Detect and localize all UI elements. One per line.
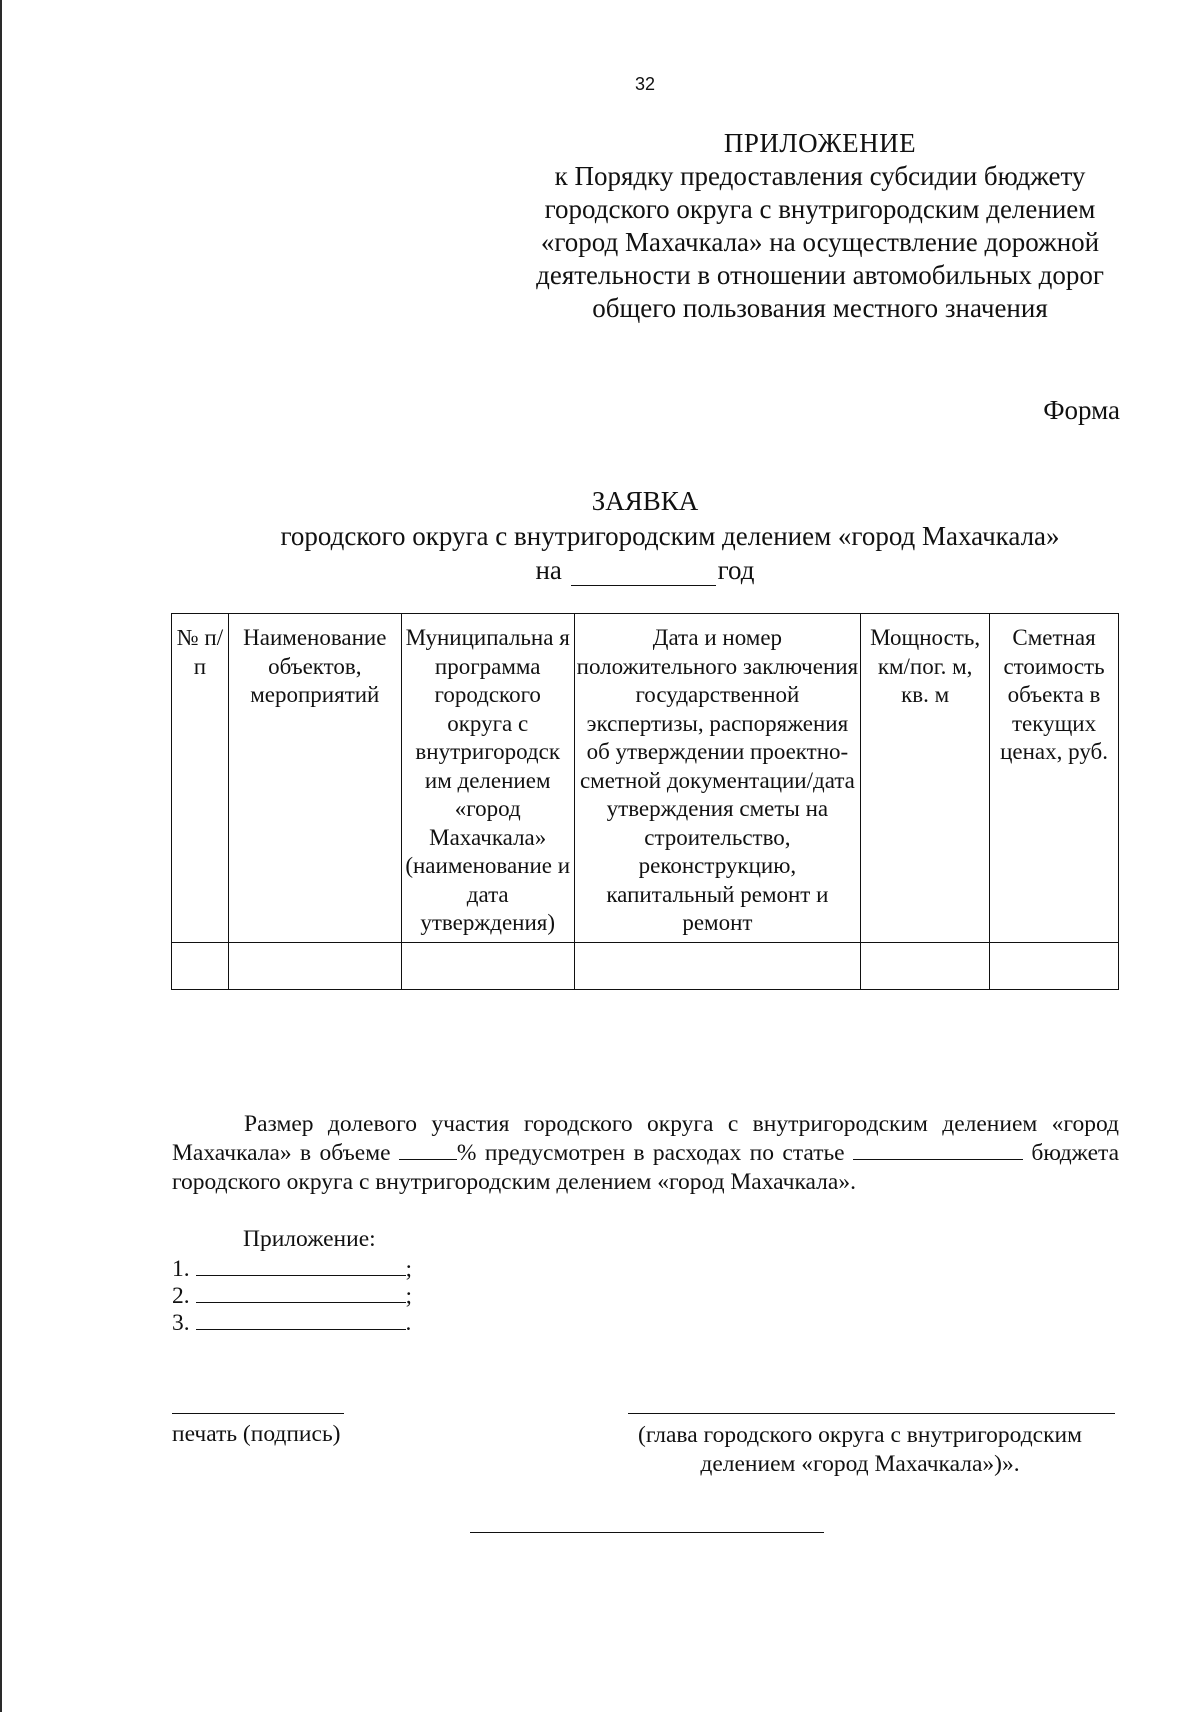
appendix-header bbox=[500, 127, 1140, 325]
table-cell[interactable] bbox=[861, 942, 990, 989]
table-cell[interactable] bbox=[574, 942, 860, 989]
seal-signature-label: печать (подпись) bbox=[172, 1421, 341, 1447]
attachment-end: . bbox=[405, 1310, 412, 1336]
form-label: Форма bbox=[1043, 395, 1120, 425]
article-blank-line[interactable] bbox=[853, 1139, 1023, 1160]
participation-text-1: Размер долевого участия городского округа с внутригородским делением «город Махачкала» в объеме bbox=[172, 1111, 1119, 1166]
scan-edge bbox=[0, 0, 2, 1712]
table-row bbox=[172, 942, 1119, 989]
year-suffix: год bbox=[717, 555, 755, 585]
seal-signature-line[interactable] bbox=[172, 1413, 344, 1414]
attachment-number: 1. bbox=[172, 1256, 190, 1282]
attachment-blank-line[interactable] bbox=[196, 1255, 406, 1276]
appendix-line: общего пользования местного значения bbox=[592, 293, 1048, 323]
attachment-blank-line[interactable] bbox=[196, 1282, 406, 1303]
attachment-item bbox=[172, 1255, 412, 1283]
year-blank-line[interactable] bbox=[571, 558, 716, 586]
request-table bbox=[171, 613, 1119, 990]
table-cell[interactable] bbox=[228, 942, 401, 989]
request-title: ЗАЯВКА bbox=[591, 486, 699, 516]
page-number: 32 bbox=[634, 74, 656, 94]
head-signature-label: (глава городского округа с внутригородским делением «город Махачкала»)». bbox=[638, 1422, 1082, 1477]
appendix-line: «город Махачкала» на осуществление дорожной bbox=[540, 227, 1100, 257]
header-cell-program: Муниципальна я программа городского округа с внутригородск им делением «город Махачкала» (наименование и дата утверждения) bbox=[401, 614, 574, 943]
head-signature-line[interactable] bbox=[628, 1413, 1115, 1414]
attachment-end: ; bbox=[405, 1283, 413, 1309]
table-header-row bbox=[172, 614, 1119, 943]
percent-blank-line[interactable] bbox=[399, 1139, 457, 1160]
header-cell-name: Наименование объектов, мероприятий bbox=[228, 614, 401, 943]
participation-paragraph bbox=[172, 1110, 1119, 1197]
year-prefix: на bbox=[535, 555, 562, 585]
attachment-blank-line[interactable] bbox=[196, 1309, 406, 1330]
request-subtitle: городского округа с внутригородским делением «город Махачкала» bbox=[280, 521, 1060, 551]
header-cell-cost: Сметная стоимость объекта в текущих ценах, руб. bbox=[990, 614, 1119, 943]
attachment-end: ; bbox=[405, 1256, 413, 1282]
appendix-title: ПРИЛОЖЕНИЕ bbox=[723, 128, 917, 158]
participation-text-3: бюджета городского округа с внутригородским делением «город Махачкала». bbox=[172, 1140, 1119, 1195]
appendix-line: городского округа с внутригородским делением bbox=[544, 194, 1096, 224]
header-cell-expertise: Дата и номер положительного заключения государственной экспертизы, распоряжения об утверждении проектно-сметной документации/дата утверждения сметы на строительство, реконструкцию, капитальный ремонт и ремонт bbox=[574, 614, 860, 943]
table-cell[interactable] bbox=[990, 942, 1119, 989]
attachment-number: 2. bbox=[172, 1283, 190, 1309]
appendix-line: к Порядку предоставления субсидии бюджету bbox=[554, 161, 1086, 191]
header-cell-number: № п/п bbox=[172, 614, 229, 943]
attachment-item bbox=[172, 1309, 411, 1337]
attachment-item bbox=[172, 1282, 412, 1310]
attachment-number: 3. bbox=[172, 1310, 190, 1336]
participation-text-2: % предусмотрен в расходах по статье bbox=[456, 1140, 853, 1166]
appendix-line: деятельности в отношении автомобильных дорог bbox=[536, 260, 1104, 290]
attachments-title: Приложение: bbox=[243, 1226, 376, 1252]
request-year bbox=[0, 555, 1200, 586]
closing-divider bbox=[470, 1532, 824, 1533]
table-cell[interactable] bbox=[401, 942, 574, 989]
table-cell[interactable] bbox=[172, 942, 229, 989]
header-cell-capacity: Мощность, км/пог. м, кв. м bbox=[861, 614, 990, 943]
